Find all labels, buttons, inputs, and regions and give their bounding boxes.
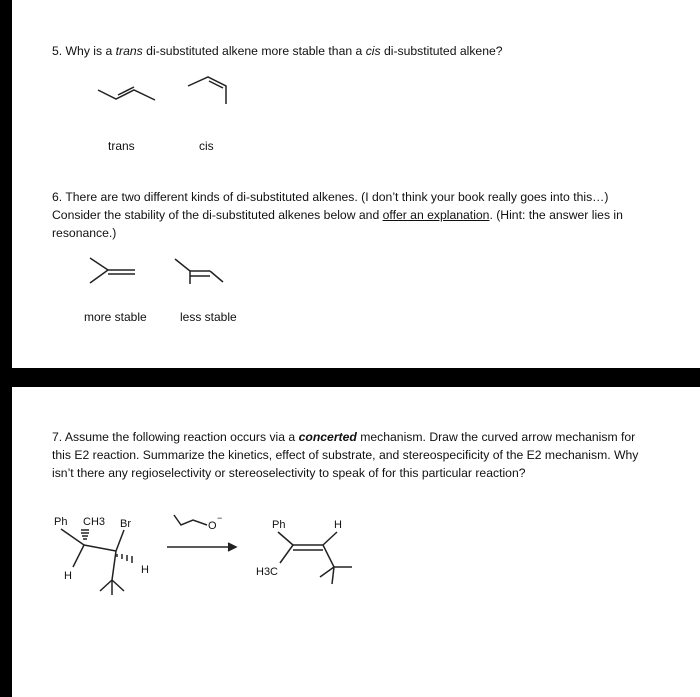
reactant-structure <box>54 516 149 595</box>
gem-disubstituted-alkene-structure <box>90 258 135 283</box>
question-6-line-1: 6. There are two different kinds of di-substituted alkenes. (I don’t think your book really goes into this…) <box>52 190 609 204</box>
question-7-line-1: 7. Assume the following reaction occurs via a concerted mechanism. Draw the curved arrow mechanism for <box>52 430 636 444</box>
reaction-arrow <box>167 543 236 551</box>
label-less-stable: less stable <box>180 310 237 324</box>
product-h-label: H <box>334 519 342 531</box>
question-panel-bottom <box>12 387 700 697</box>
offer-explanation-underlined: offer an explanation <box>382 208 490 222</box>
question-7-line-2: this E2 reaction. Summarize the kinetics, effect of substrate, and stereospecificity of the E2 mechanism. Why <box>52 448 639 462</box>
reactant-ph-label: Ph <box>54 516 68 528</box>
label-more-stable: more stable <box>84 310 147 324</box>
reactant-br-label: Br <box>120 518 131 530</box>
reactant-h-left-label: H <box>64 570 72 582</box>
negative-charge-label: − <box>217 513 223 523</box>
question-6-line-3: resonance.) <box>52 226 117 240</box>
question-panel-top <box>12 0 700 368</box>
reactant-h-right-label: H <box>141 564 149 576</box>
reactant-ch3-label: CH3 <box>83 516 106 528</box>
question-5-text: 5. Why is a trans di-substituted alkene more stable than a cis di-substituted alkene? <box>52 44 503 58</box>
e2-reaction-scheme <box>12 387 700 697</box>
question-7-line-3: isn’t there any regioselectivity or stereoselectivity to speak of for this particular reaction? <box>52 466 526 480</box>
label-cis: cis <box>199 139 214 153</box>
product-h3c-label: H3C <box>256 566 279 578</box>
product-structure <box>256 519 352 584</box>
oxygen-label: O <box>208 520 217 532</box>
product-ph-label: Ph <box>272 519 286 531</box>
cis-alkene-structure <box>188 77 226 104</box>
question-6-line-2: Consider the stability of the di-substituted alkenes below and offer an explanation. (Hint: the answer lies in <box>52 208 623 222</box>
trans-alkene-structure <box>98 87 155 100</box>
ethoxide-reagent <box>174 513 222 532</box>
label-trans: trans <box>108 139 135 153</box>
vic-disubstituted-alkene-structure <box>175 259 223 284</box>
